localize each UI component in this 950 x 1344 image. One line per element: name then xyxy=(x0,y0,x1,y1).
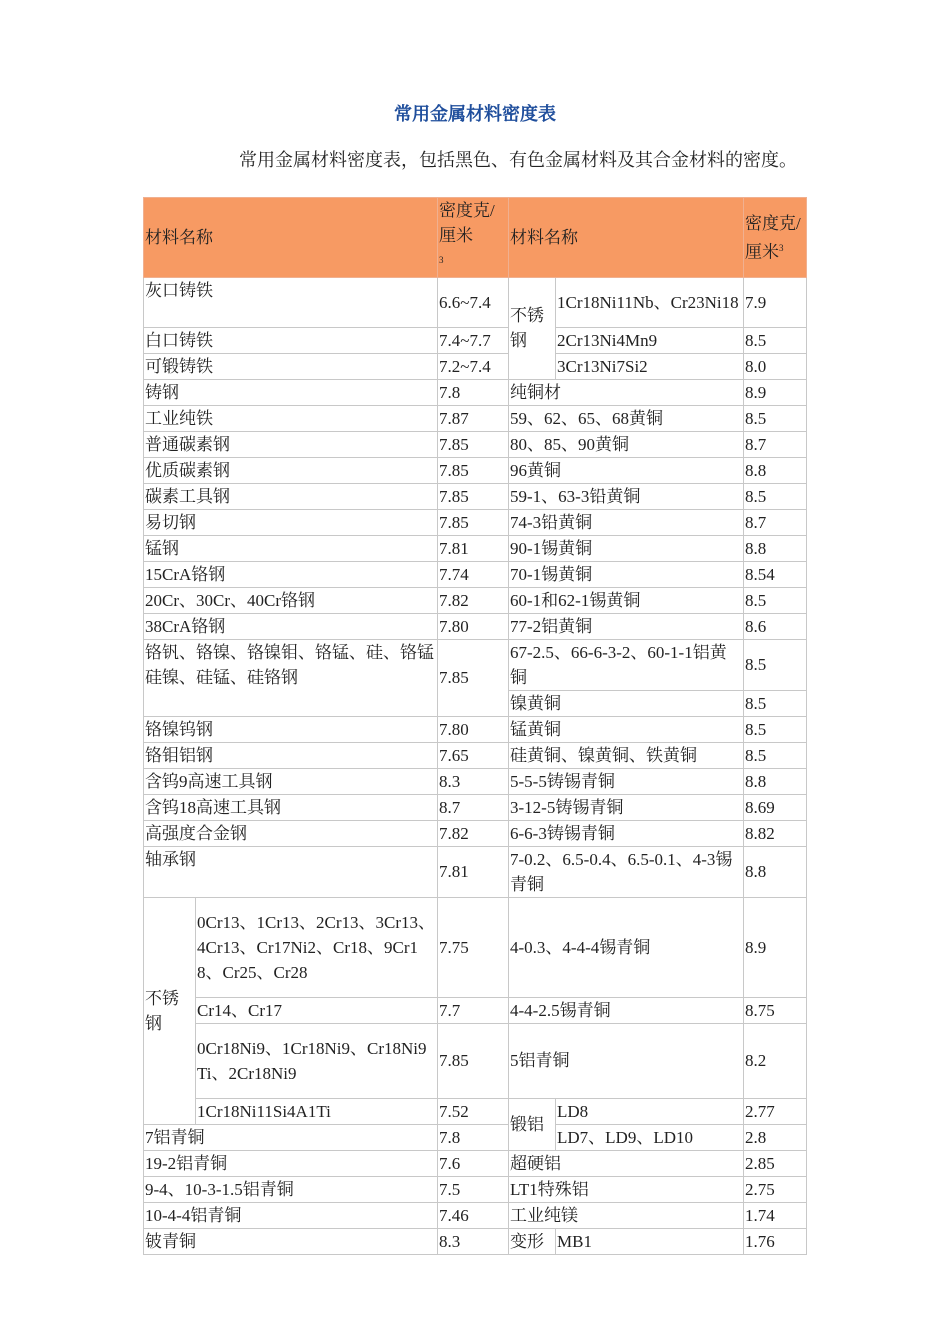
material-name: 工业纯镁 xyxy=(509,1202,744,1228)
material-name: 70-1锡黄铜 xyxy=(509,561,744,587)
material-name: 80、85、90黄铜 xyxy=(509,431,744,457)
material-name: 4-4-2.5锡青铜 xyxy=(509,997,744,1023)
material-name: 2Cr13Ni4Mn9 xyxy=(556,327,744,353)
density-value: 8.6 xyxy=(744,613,807,639)
density-value: 8.3 xyxy=(438,768,509,794)
header-name-right: 材料名称 xyxy=(509,198,744,278)
table-row xyxy=(144,897,807,997)
density-value: 8.82 xyxy=(744,820,807,846)
header-density-sup: 3 xyxy=(439,255,444,265)
density-value: 2.77 xyxy=(744,1098,807,1124)
page-title: 常用金属材料密度表 xyxy=(394,104,556,124)
material-name: 1Cr18Ni11Nb、Cr23Ni18 xyxy=(556,277,744,327)
group-stainless: 不锈钢 xyxy=(509,277,556,379)
material-name: 59、62、65、68黄铜 xyxy=(509,405,744,431)
header-density-label: 密度克/厘米 xyxy=(439,201,495,245)
table-row xyxy=(144,742,807,768)
table-row xyxy=(144,431,807,457)
density-value: 7.85 xyxy=(438,483,509,509)
header-density-label: 密度克/厘米 xyxy=(745,213,801,262)
material-name: 96黄铜 xyxy=(509,457,744,483)
density-value: 8.8 xyxy=(744,535,807,561)
material-name: LD8 xyxy=(556,1098,744,1124)
density-value: 7.80 xyxy=(438,716,509,742)
density-value: 8.5 xyxy=(744,483,807,509)
density-value: 8.54 xyxy=(744,561,807,587)
table-row xyxy=(144,509,807,535)
table-header-row xyxy=(144,198,807,278)
density-value: 2.75 xyxy=(744,1176,807,1202)
density-value: 8.8 xyxy=(744,846,807,897)
material-name: 纯铜材 xyxy=(509,379,744,405)
group-stainless: 不锈钢 xyxy=(144,897,196,1124)
material-name: 5铝青铜 xyxy=(509,1023,744,1098)
header-density-right xyxy=(744,198,807,278)
material-name: 工业纯铁 xyxy=(144,405,438,431)
density-value: 7.65 xyxy=(438,742,509,768)
table-row xyxy=(144,483,807,509)
material-name: 1Cr18Ni11Si4A1Ti xyxy=(196,1098,438,1124)
density-value: 8.5 xyxy=(744,690,807,716)
material-name: 碳素工具钢 xyxy=(144,483,438,509)
density-value: 7.85 xyxy=(438,457,509,483)
header-density xyxy=(438,198,509,278)
table-row xyxy=(144,820,807,846)
density-value: 8.5 xyxy=(744,405,807,431)
density-value: 7.8 xyxy=(438,1124,509,1150)
table-row xyxy=(144,768,807,794)
table-row xyxy=(144,613,807,639)
material-name: 铬钒、铬镍、铬镍钼、铬锰、硅、铬锰硅镍、硅锰、硅铬钢 xyxy=(144,639,438,716)
material-name: 镍黄铜 xyxy=(509,690,744,716)
density-value: 7.5 xyxy=(438,1176,509,1202)
table-row xyxy=(144,379,807,405)
material-name: 含钨18高速工具钢 xyxy=(144,794,438,820)
table-row xyxy=(144,561,807,587)
material-name: 6-6-3铸锡青铜 xyxy=(509,820,744,846)
material-name: Cr14、Cr17 xyxy=(196,997,438,1023)
density-value: 7.87 xyxy=(438,405,509,431)
table-row xyxy=(144,1150,807,1176)
group-forged-aluminum: 锻铝 xyxy=(509,1098,556,1150)
material-name: LD7、LD9、LD10 xyxy=(556,1124,744,1150)
material-name: 锰钢 xyxy=(144,535,438,561)
material-name: 0Cr18Ni9、1Cr18Ni9、Cr18Ni9Ti、2Cr18Ni9 xyxy=(196,1023,438,1098)
density-value: 8.5 xyxy=(744,742,807,768)
density-value: 6.6~7.4 xyxy=(438,277,509,327)
material-name: 铬钼铝钢 xyxy=(144,742,438,768)
material-name: 白口铸铁 xyxy=(144,327,438,353)
table-row xyxy=(144,639,807,690)
material-name: 60-1和62-1锡黄铜 xyxy=(509,587,744,613)
density-value: 8.5 xyxy=(744,587,807,613)
density-value: 7.80 xyxy=(438,613,509,639)
material-name: 高强度合金钢 xyxy=(144,820,438,846)
material-name: 含钨9高速工具钢 xyxy=(144,768,438,794)
material-name: 灰口铸铁 xyxy=(144,277,438,327)
density-value: 2.8 xyxy=(744,1124,807,1150)
density-value: 7.2~7.4 xyxy=(438,353,509,379)
material-name: 轴承钢 xyxy=(144,846,438,897)
material-name: 15CrA铬钢 xyxy=(144,561,438,587)
material-name: 77-2铝黄铜 xyxy=(509,613,744,639)
density-value: 7.81 xyxy=(438,535,509,561)
density-value: 8.8 xyxy=(744,768,807,794)
material-name: LT1特殊铝 xyxy=(509,1176,744,1202)
material-name: MB1 xyxy=(556,1228,744,1254)
density-value: 8.5 xyxy=(744,639,807,690)
density-value: 7.75 xyxy=(438,897,509,997)
density-value: 7.9 xyxy=(744,277,807,327)
density-value: 1.76 xyxy=(744,1228,807,1254)
density-value: 8.7 xyxy=(744,431,807,457)
material-name: 铬镍钨钢 xyxy=(144,716,438,742)
density-value: 7.6 xyxy=(438,1150,509,1176)
material-name: 67-2.5、66-6-3-2、60-1-1铝黄铜 xyxy=(509,639,744,690)
material-name: 5-5-5铸锡青铜 xyxy=(509,768,744,794)
material-name: 超硬铝 xyxy=(509,1150,744,1176)
density-value: 8.3 xyxy=(438,1228,509,1254)
density-value: 7.85 xyxy=(438,639,509,716)
material-name: 9-4、10-3-1.5铝青铜 xyxy=(144,1176,438,1202)
group-deformed: 变形 xyxy=(509,1228,556,1254)
material-name: 硅黄铜、镍黄铜、铁黄铜 xyxy=(509,742,744,768)
density-value: 8.9 xyxy=(744,379,807,405)
material-name: 铍青铜 xyxy=(144,1228,438,1254)
density-value: 8.7 xyxy=(438,794,509,820)
table-row xyxy=(144,997,807,1023)
density-value: 7.81 xyxy=(438,846,509,897)
material-name: 普通碳素钢 xyxy=(144,431,438,457)
material-name: 7-0.2、6.5-0.4、6.5-0.1、4-3锡青铜 xyxy=(509,846,744,897)
density-table xyxy=(143,197,807,1255)
density-value: 7.85 xyxy=(438,431,509,457)
table-row xyxy=(144,535,807,561)
table-row xyxy=(144,1124,807,1150)
density-value: 8.0 xyxy=(744,353,807,379)
material-name: 10-4-4铝青铜 xyxy=(144,1202,438,1228)
table-row xyxy=(144,846,807,897)
material-name: 7铝青铜 xyxy=(144,1124,438,1150)
material-name: 优质碳素钢 xyxy=(144,457,438,483)
density-value: 8.69 xyxy=(744,794,807,820)
intro-paragraph: 常用金属材料密度表，包括黑色、有色金属材料及其合金材料的密度。 xyxy=(239,150,797,170)
table-row xyxy=(144,587,807,613)
density-value: 8.9 xyxy=(744,897,807,997)
header-name: 材料名称 xyxy=(144,198,438,278)
table-row xyxy=(144,457,807,483)
density-value: 1.74 xyxy=(744,1202,807,1228)
density-value: 7.85 xyxy=(438,509,509,535)
material-name: 19-2铝青铜 xyxy=(144,1150,438,1176)
density-value: 7.46 xyxy=(438,1202,509,1228)
table-row xyxy=(144,1176,807,1202)
density-value: 8.75 xyxy=(744,997,807,1023)
table-row xyxy=(144,1098,807,1124)
table-row xyxy=(144,277,807,327)
header-density-sup: 3 xyxy=(779,242,784,253)
density-value: 7.74 xyxy=(438,561,509,587)
table-row xyxy=(144,716,807,742)
material-name: 20Cr、30Cr、40Cr铬钢 xyxy=(144,587,438,613)
density-value: 8.7 xyxy=(744,509,807,535)
density-value: 2.85 xyxy=(744,1150,807,1176)
material-name: 铸钢 xyxy=(144,379,438,405)
table-row xyxy=(144,353,807,379)
density-value: 8.5 xyxy=(744,716,807,742)
density-value: 7.7 xyxy=(438,997,509,1023)
material-name: 3Cr13Ni7Si2 xyxy=(556,353,744,379)
density-value: 7.52 xyxy=(438,1098,509,1124)
material-name: 易切钢 xyxy=(144,509,438,535)
density-value: 8.2 xyxy=(744,1023,807,1098)
density-value: 7.82 xyxy=(438,820,509,846)
material-name: 74-3铅黄铜 xyxy=(509,509,744,535)
density-value: 7.8 xyxy=(438,379,509,405)
table-row xyxy=(144,1023,807,1098)
density-value: 8.8 xyxy=(744,457,807,483)
material-name: 90-1锡黄铜 xyxy=(509,535,744,561)
table-row xyxy=(144,1202,807,1228)
table-row xyxy=(144,405,807,431)
material-name: 0Cr13、1Cr13、2Cr13、3Cr13、4Cr13、Cr17Ni2、Cr18、9Cr18、Cr25、Cr28 xyxy=(196,897,438,997)
material-name: 38CrA铬钢 xyxy=(144,613,438,639)
material-name: 锰黄铜 xyxy=(509,716,744,742)
material-name: 4-0.3、4-4-4锡青铜 xyxy=(509,897,744,997)
material-name: 可锻铸铁 xyxy=(144,353,438,379)
material-name: 3-12-5铸锡青铜 xyxy=(509,794,744,820)
density-value: 7.85 xyxy=(438,1023,509,1098)
table-row xyxy=(144,794,807,820)
density-value: 7.4~7.7 xyxy=(438,327,509,353)
density-value: 8.5 xyxy=(744,327,807,353)
material-name: 59-1、63-3铅黄铜 xyxy=(509,483,744,509)
table-row xyxy=(144,327,807,353)
table-row xyxy=(144,1228,807,1254)
density-value: 7.82 xyxy=(438,587,509,613)
